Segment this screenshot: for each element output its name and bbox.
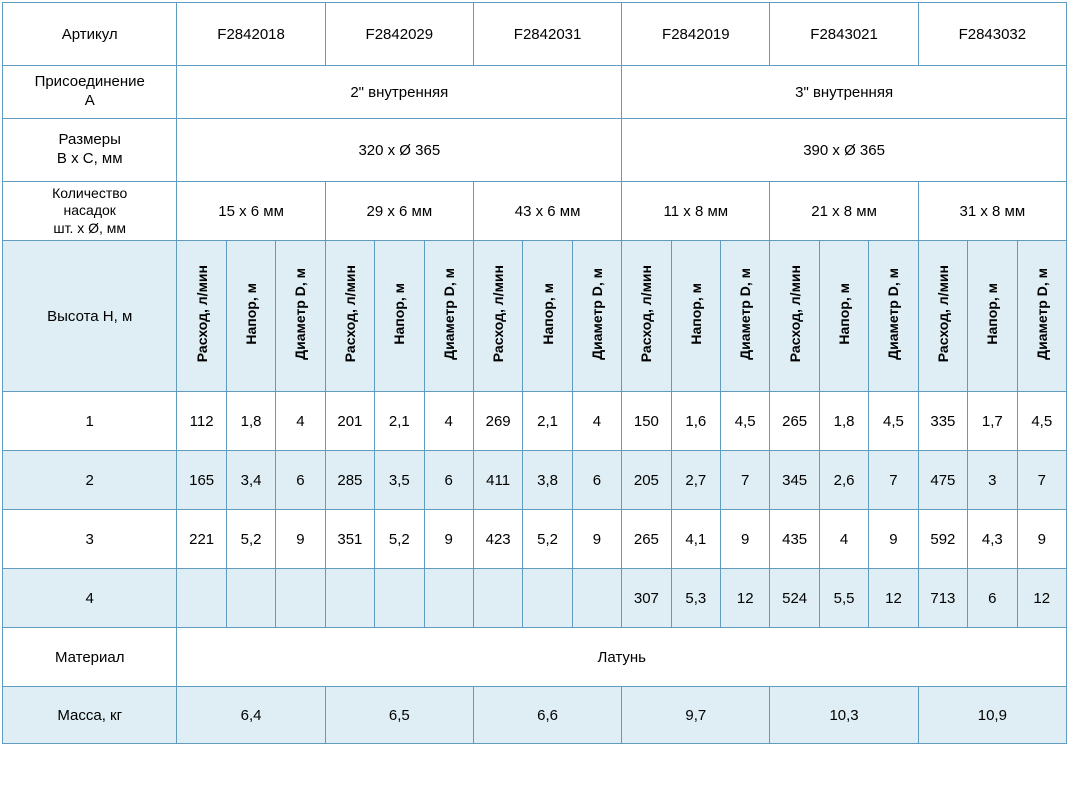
column-header-flow <box>325 241 374 392</box>
data-cell: 423 <box>473 510 522 569</box>
data-cell <box>325 569 374 628</box>
data-cell: 5,2 <box>226 510 275 569</box>
column-header-diameter <box>869 241 918 392</box>
data-cell: 1,7 <box>968 392 1017 451</box>
data-cell: 7 <box>869 451 918 510</box>
data-cell: 592 <box>918 510 967 569</box>
data-cell: 351 <box>325 510 374 569</box>
row-label-connection-line2: А <box>84 92 95 109</box>
data-cell <box>276 569 325 628</box>
data-cell <box>473 569 522 628</box>
data-cell: 3,4 <box>226 451 275 510</box>
column-header-flow <box>622 241 671 392</box>
data-cell: 475 <box>918 451 967 510</box>
data-cell: 12 <box>721 569 770 628</box>
mass-value: 10,3 <box>770 687 918 744</box>
data-cell: 9 <box>1017 510 1067 569</box>
nozzle-spec: 43 х 6 мм <box>473 182 621 241</box>
table-row-height-2 <box>3 451 1067 510</box>
data-cell: 3 <box>968 451 1017 510</box>
data-cell: 9 <box>869 510 918 569</box>
data-cell: 6 <box>276 451 325 510</box>
data-cell: 4,5 <box>721 392 770 451</box>
data-cell: 9 <box>572 510 621 569</box>
nozzle-spec: 11 х 8 мм <box>622 182 770 241</box>
column-header-diameter <box>424 241 473 392</box>
row-label-article: Артикул <box>3 3 177 66</box>
data-cell: 12 <box>869 569 918 628</box>
data-cell: 5,2 <box>375 510 424 569</box>
table-row-column-headers <box>3 241 1067 392</box>
table-row-material <box>3 628 1067 687</box>
data-cell: 1,8 <box>819 392 868 451</box>
table-row-article <box>3 3 1067 66</box>
column-header-diameter-text: Диаметр D, м <box>1033 268 1050 360</box>
mass-value: 6,5 <box>325 687 473 744</box>
data-cell: 12 <box>1017 569 1067 628</box>
table-row-nozzles <box>3 182 1067 241</box>
column-header-head-text: Напор, м <box>391 283 408 345</box>
height-value: 1 <box>3 392 177 451</box>
row-label-nozzles-line2: насадок <box>63 202 116 219</box>
column-header-flow <box>918 241 967 392</box>
data-cell: 201 <box>325 392 374 451</box>
row-label-mass: Масса, кг <box>3 687 177 744</box>
data-cell: 2,1 <box>375 392 424 451</box>
data-cell: 435 <box>770 510 819 569</box>
data-cell <box>572 569 621 628</box>
data-cell: 5,3 <box>671 569 720 628</box>
data-cell: 2,7 <box>671 451 720 510</box>
data-cell: 335 <box>918 392 967 451</box>
article-number: F2843032 <box>918 3 1066 66</box>
table-row-mass <box>3 687 1067 744</box>
material-value: Латунь <box>177 628 1067 687</box>
column-header-head-text: Напор, м <box>984 283 1001 345</box>
column-header-flow-text: Расход, л/мин <box>341 265 358 363</box>
data-cell: 6 <box>572 451 621 510</box>
column-header-head-text: Напор, м <box>836 283 853 345</box>
nozzle-spec: 31 х 8 мм <box>918 182 1066 241</box>
data-cell <box>424 569 473 628</box>
column-header-diameter-text: Диаметр D, м <box>588 268 605 360</box>
connection-value: 2" внутренняя <box>177 66 622 119</box>
height-value: 3 <box>3 510 177 569</box>
data-cell: 6 <box>968 569 1017 628</box>
data-cell: 4,3 <box>968 510 1017 569</box>
column-header-head <box>671 241 720 392</box>
data-cell: 265 <box>622 510 671 569</box>
data-cell: 7 <box>721 451 770 510</box>
column-header-head <box>523 241 572 392</box>
data-cell: 5,2 <box>523 510 572 569</box>
data-cell <box>523 569 572 628</box>
article-number: F2842019 <box>622 3 770 66</box>
data-cell: 9 <box>424 510 473 569</box>
row-label-connection-line1: Присоединение <box>34 73 145 91</box>
table-row-dimensions <box>3 119 1067 182</box>
column-header-head-text: Напор, м <box>539 283 556 345</box>
dimensions-value: 390 x Ø 365 <box>622 119 1067 182</box>
data-cell: 4 <box>819 510 868 569</box>
data-cell: 4 <box>276 392 325 451</box>
row-label-material: Материал <box>3 628 177 687</box>
data-cell: 9 <box>276 510 325 569</box>
column-header-diameter-text: Диаметр D, м <box>737 268 754 360</box>
data-cell: 221 <box>177 510 226 569</box>
column-header-head <box>968 241 1017 392</box>
column-header-head <box>819 241 868 392</box>
data-cell: 2,6 <box>819 451 868 510</box>
data-cell: 524 <box>770 569 819 628</box>
column-header-flow-text: Расход, л/мин <box>638 265 655 363</box>
article-number: F2842029 <box>325 3 473 66</box>
nozzle-spec: 21 х 8 мм <box>770 182 918 241</box>
column-header-flow <box>770 241 819 392</box>
data-cell: 345 <box>770 451 819 510</box>
height-value: 2 <box>3 451 177 510</box>
data-cell <box>177 569 226 628</box>
data-cell: 4,5 <box>1017 392 1067 451</box>
data-cell: 165 <box>177 451 226 510</box>
data-cell: 4 <box>424 392 473 451</box>
column-header-flow-text: Расход, л/мин <box>490 265 507 363</box>
column-header-diameter-text: Диаметр D, м <box>885 268 902 360</box>
data-cell: 1,8 <box>226 392 275 451</box>
article-number: F2842018 <box>177 3 325 66</box>
mass-value: 10,9 <box>918 687 1066 744</box>
row-label-nozzles-line3: шт. х Ø, мм <box>53 219 127 236</box>
table-row-height-1 <box>3 392 1067 451</box>
mass-value: 6,6 <box>473 687 621 744</box>
data-cell: 112 <box>177 392 226 451</box>
data-cell: 205 <box>622 451 671 510</box>
table-row-height-3 <box>3 510 1067 569</box>
column-header-flow-text: Расход, л/мин <box>934 265 951 363</box>
article-number: F2843021 <box>770 3 918 66</box>
column-header-diameter-text: Диаметр D, м <box>292 268 309 360</box>
data-cell: 713 <box>918 569 967 628</box>
data-cell: 1,6 <box>671 392 720 451</box>
connection-value: 3" внутренняя <box>622 66 1067 119</box>
data-cell: 5,5 <box>819 569 868 628</box>
column-header-flow-text: Расход, л/мин <box>193 265 210 363</box>
column-header-flow-text: Расход, л/мин <box>786 265 803 363</box>
data-cell: 285 <box>325 451 374 510</box>
column-header-head-text: Напор, м <box>687 283 704 345</box>
nozzle-spec: 29 х 6 мм <box>325 182 473 241</box>
row-label-dimensions-line2: B x C, мм <box>56 150 123 167</box>
specification-table <box>2 2 1067 744</box>
data-cell: 307 <box>622 569 671 628</box>
row-label-nozzles-line1: Количество <box>52 184 128 201</box>
column-header-head <box>226 241 275 392</box>
row-label-height: Высота H, м <box>3 241 177 392</box>
data-cell: 6 <box>424 451 473 510</box>
mass-value: 6,4 <box>177 687 325 744</box>
data-cell <box>226 569 275 628</box>
column-header-diameter <box>721 241 770 392</box>
row-label-dimensions <box>3 119 177 182</box>
data-cell: 3,8 <box>523 451 572 510</box>
data-cell: 2,1 <box>523 392 572 451</box>
nozzle-spec: 15 х 6 мм <box>177 182 325 241</box>
data-cell <box>375 569 424 628</box>
column-header-head <box>375 241 424 392</box>
data-cell: 3,5 <box>375 451 424 510</box>
mass-value: 9,7 <box>622 687 770 744</box>
data-cell: 9 <box>721 510 770 569</box>
table-row-height-4 <box>3 569 1067 628</box>
data-cell: 269 <box>473 392 522 451</box>
row-label-nozzles <box>3 182 177 241</box>
column-header-diameter-text: Диаметр D, м <box>440 268 457 360</box>
column-header-diameter <box>1017 241 1067 392</box>
column-header-diameter <box>276 241 325 392</box>
data-cell: 411 <box>473 451 522 510</box>
column-header-head-text: Напор, м <box>243 283 260 345</box>
row-label-dimensions-line1: Размеры <box>58 131 121 149</box>
article-number: F2842031 <box>473 3 621 66</box>
row-label-connection <box>3 66 177 119</box>
column-header-diameter <box>572 241 621 392</box>
data-cell: 7 <box>1017 451 1067 510</box>
data-cell: 265 <box>770 392 819 451</box>
height-value: 4 <box>3 569 177 628</box>
data-cell: 4,5 <box>869 392 918 451</box>
data-cell: 4,1 <box>671 510 720 569</box>
data-cell: 4 <box>572 392 621 451</box>
column-header-flow <box>177 241 226 392</box>
column-header-flow <box>473 241 522 392</box>
dimensions-value: 320 x Ø 365 <box>177 119 622 182</box>
table-row-connection <box>3 66 1067 119</box>
data-cell: 150 <box>622 392 671 451</box>
